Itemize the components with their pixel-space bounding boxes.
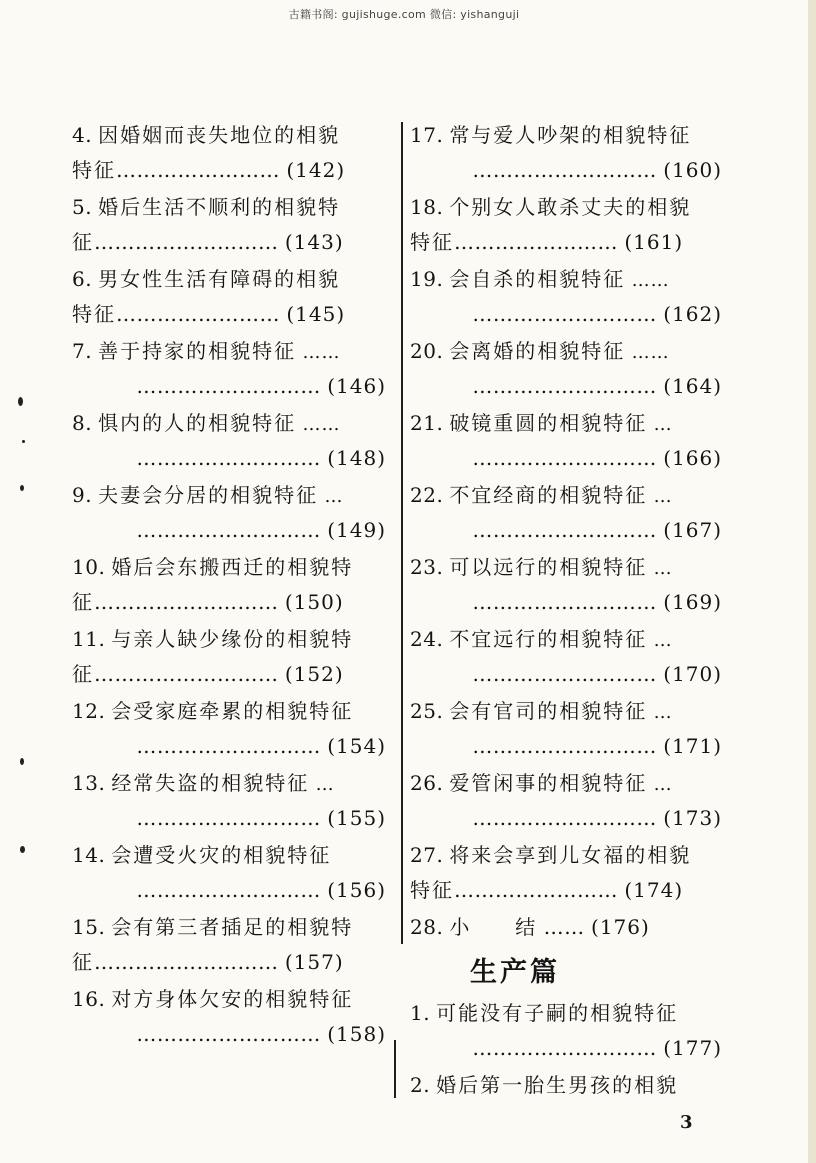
toc-entry xyxy=(410,118,728,190)
toc-entry-title: 会自杀的相貌特征 xyxy=(449,267,626,291)
toc-entry-number: 28. xyxy=(410,915,444,939)
toc-leader-dots: …………………… xyxy=(454,878,618,902)
toc-entry-line xyxy=(72,190,392,225)
toc-leader-dots: ……………………… xyxy=(472,1036,657,1060)
toc-entry-line xyxy=(72,838,392,873)
toc-leader-dots: ……………………… xyxy=(472,158,657,182)
toc-entry-title: 与亲人缺少缘份的相貌特 xyxy=(111,627,354,651)
toc-entry-number: 20. xyxy=(410,339,444,363)
toc-leader-dots: … xyxy=(324,486,344,507)
toc-entry-title: 会受家庭牵累的相貌特征 xyxy=(111,699,354,723)
toc-entry xyxy=(72,766,392,838)
toc-entry xyxy=(410,550,728,622)
toc-entry-line xyxy=(72,513,392,548)
toc-page-ref: (145) xyxy=(286,302,346,326)
toc-entry-line xyxy=(72,1017,392,1052)
toc-leader-dots: …… xyxy=(302,414,341,435)
toc-leader-dots: …… xyxy=(543,915,585,939)
toc-entry-line xyxy=(72,801,392,836)
toc-page-ref: (156) xyxy=(327,878,386,902)
toc-entry-title: 夫妻会分居的相貌特征 xyxy=(98,483,319,507)
toc-leader-dots: …… xyxy=(302,342,341,363)
toc-entry-line xyxy=(410,873,728,908)
toc-entry-number: 19. xyxy=(410,267,444,291)
toc-page-ref: (155) xyxy=(327,806,386,830)
toc-page-ref: (170) xyxy=(663,662,722,686)
toc-entry-title: 小 结 xyxy=(449,915,538,939)
toc-leader-dots: ……………………… xyxy=(136,806,321,830)
toc-entry-number: 8. xyxy=(72,411,93,435)
toc-entry-line xyxy=(410,1031,728,1066)
toc-entry-line xyxy=(410,225,728,260)
section-heading: 生产篇 xyxy=(470,957,560,988)
toc-entry-title: 婚后第一胎生男孩的相貌 xyxy=(436,1073,679,1097)
toc-leader-dots: ……………………… xyxy=(472,518,657,542)
toc-entry-number: 27. xyxy=(410,843,444,867)
toc-leader-dots: … xyxy=(653,774,673,795)
toc-entry-line xyxy=(410,585,728,620)
toc-leader-dots: ……………………… xyxy=(472,662,657,686)
toc-entry-line xyxy=(410,262,728,297)
toc-leader-dots: … xyxy=(653,558,673,579)
toc-page-ref: (162) xyxy=(663,302,722,326)
toc-entry-number: 16. xyxy=(72,987,106,1011)
toc-entry-title: 可能没有子嗣的相貌特征 xyxy=(436,1001,679,1025)
page-number: 3 xyxy=(680,1112,693,1133)
toc-entry-number: 4. xyxy=(72,123,93,147)
toc-leader-dots: ……………………… xyxy=(136,518,321,542)
toc-entry-line xyxy=(410,694,728,729)
toc-page-ref: (173) xyxy=(663,806,722,830)
toc-entry-line xyxy=(410,766,728,801)
toc-page-ref: (164) xyxy=(663,374,722,398)
toc-left-column xyxy=(72,118,392,1054)
toc-entry-title: 婚后会东搬西迁的相貌特 xyxy=(111,555,354,579)
toc-page-ref: (142) xyxy=(286,158,346,182)
toc-entry xyxy=(410,996,728,1068)
toc-entry xyxy=(410,694,728,766)
toc-entry xyxy=(72,334,392,406)
toc-entry-number: 21. xyxy=(410,411,444,435)
toc-entry-number: 18. xyxy=(410,195,444,219)
toc-page-ref: (171) xyxy=(663,734,722,758)
toc-page-ref: (160) xyxy=(663,158,722,182)
toc-page-ref: (177) xyxy=(663,1036,722,1060)
toc-entry-number: 2. xyxy=(410,1073,431,1097)
toc-entry-title-continued: 特征 xyxy=(72,158,116,182)
scan-speck xyxy=(22,440,25,443)
toc-page-ref: (154) xyxy=(327,734,386,758)
toc-entry-title-continued: 征 xyxy=(72,590,94,614)
toc-entry-line xyxy=(410,441,728,476)
toc-entry-line xyxy=(410,153,728,188)
toc-entry-number: 11. xyxy=(72,627,106,651)
toc-page-ref: (176) xyxy=(591,915,650,939)
toc-entry xyxy=(72,262,392,334)
toc-page-ref: (152) xyxy=(284,662,344,686)
toc-entry-line xyxy=(410,550,728,585)
toc-entry-line xyxy=(410,406,728,441)
toc-entry-line xyxy=(72,982,392,1017)
toc-entry-line xyxy=(410,838,728,873)
toc-page-ref: (149) xyxy=(327,518,386,542)
toc-entry xyxy=(410,838,728,910)
toc-page-ref: (157) xyxy=(284,950,344,974)
toc-entry-title: 不宜远行的相貌特征 xyxy=(449,627,648,651)
toc-right-column xyxy=(410,118,728,1108)
toc-entry xyxy=(72,910,392,982)
toc-leader-dots: …… xyxy=(631,270,670,291)
toc-entry xyxy=(72,838,392,910)
toc-entry xyxy=(410,910,728,950)
toc-leader-dots: ……………………… xyxy=(472,734,657,758)
toc-entry-number: 7. xyxy=(72,339,93,363)
scan-speck xyxy=(18,397,23,406)
toc-entry-line xyxy=(410,1068,728,1103)
toc-entry-title: 将来会享到儿女福的相貌 xyxy=(449,843,692,867)
toc-entry-line xyxy=(72,225,392,260)
toc-leader-dots: … xyxy=(653,630,673,651)
toc-entry-title: 会有官司的相貌特征 xyxy=(449,699,648,723)
toc-entry-line xyxy=(72,153,392,188)
scan-speck xyxy=(20,846,25,853)
toc-entry-title: 可以远行的相貌特征 xyxy=(449,555,648,579)
toc-entry-title: 会有第三者插足的相貌特 xyxy=(111,915,354,939)
toc-entry-line xyxy=(410,297,728,332)
toc-leader-dots: … xyxy=(653,414,673,435)
toc-entry-title: 对方身体欠安的相貌特征 xyxy=(111,987,354,1011)
toc-leader-dots: ……………………… xyxy=(472,446,657,470)
toc-entry-title-continued: 特征 xyxy=(410,230,454,254)
toc-leader-dots: ……………………… xyxy=(136,446,321,470)
toc-entry-number: 10. xyxy=(72,555,106,579)
toc-entry-line xyxy=(410,369,728,404)
toc-entry-line xyxy=(72,478,392,513)
toc-entry-number: 26. xyxy=(410,771,444,795)
toc-entry-line xyxy=(72,334,392,369)
toc-entry-line xyxy=(72,729,392,764)
toc-entry-number: 13. xyxy=(72,771,106,795)
toc-entry xyxy=(72,982,392,1054)
toc-entry xyxy=(410,622,728,694)
toc-entry-line xyxy=(410,729,728,764)
toc-entry xyxy=(410,478,728,550)
toc-leader-dots: ……………………… xyxy=(472,590,657,614)
toc-entry-title: 善于持家的相貌特征 xyxy=(98,339,297,363)
toc-entry-line xyxy=(72,297,392,332)
toc-entry xyxy=(72,118,392,190)
toc-entry-line xyxy=(72,945,392,980)
toc-entry-line xyxy=(72,406,392,441)
toc-entry-title: 会离婚的相貌特征 xyxy=(449,339,626,363)
toc-leader-dots: …………………… xyxy=(116,158,280,182)
toc-page-ref: (169) xyxy=(663,590,722,614)
toc-entry-line xyxy=(410,513,728,548)
column-divider-lower xyxy=(394,1040,396,1098)
toc-entry xyxy=(410,1068,728,1108)
toc-entry-title-continued: 特征 xyxy=(72,302,116,326)
toc-leader-dots: … xyxy=(315,774,335,795)
toc-entry-number: 5. xyxy=(72,195,93,219)
toc-entry-number: 15. xyxy=(72,915,106,939)
toc-entry-title: 因婚姻而丧失地位的相貌 xyxy=(98,123,341,147)
toc-leader-dots: ……………………… xyxy=(94,590,279,614)
toc-entry-title-continued: 征 xyxy=(72,662,94,686)
toc-entry-line xyxy=(410,996,728,1031)
toc-entry-title: 不宜经商的相貌特征 xyxy=(449,483,648,507)
toc-entry-number: 25. xyxy=(410,699,444,723)
toc-entry-line xyxy=(410,657,728,692)
scan-speck xyxy=(20,485,24,491)
toc-entry-number: 17. xyxy=(410,123,444,147)
toc-leader-dots: …… xyxy=(631,342,670,363)
toc-entry-title-continued: 征 xyxy=(72,950,94,974)
toc-entry-title: 破镜重圆的相貌特征 xyxy=(449,411,648,435)
toc-leader-dots: ……………………… xyxy=(136,734,321,758)
toc-leader-dots: … xyxy=(653,486,673,507)
toc-entry-title: 个别女人敢杀丈夫的相貌 xyxy=(449,195,692,219)
toc-entry-line xyxy=(72,694,392,729)
toc-entry-number: 22. xyxy=(410,483,444,507)
toc-entry-line xyxy=(72,262,392,297)
toc-entry-number: 24. xyxy=(410,627,444,651)
column-divider xyxy=(401,122,403,944)
toc-leader-dots: ……………………… xyxy=(136,878,321,902)
toc-entry-title: 男女性生活有障碍的相貌 xyxy=(98,267,341,291)
toc-leader-dots: …………………… xyxy=(116,302,280,326)
toc-page-ref: (167) xyxy=(663,518,722,542)
toc-entry xyxy=(410,190,728,262)
toc-leader-dots: ……………………… xyxy=(472,302,657,326)
toc-entry-number: 12. xyxy=(72,699,106,723)
toc-entry-line xyxy=(410,190,728,225)
toc-entry-line xyxy=(410,334,728,369)
toc-leader-dots: …………………… xyxy=(454,230,618,254)
toc-entry-title: 经常失盗的相貌特征 xyxy=(111,771,310,795)
toc-entry-number: 1. xyxy=(410,1001,431,1025)
toc-entry-line xyxy=(72,622,392,657)
scan-speck xyxy=(20,758,24,765)
toc-entry-title: 婚后生活不顺利的相貌特 xyxy=(98,195,341,219)
toc-page-ref: (166) xyxy=(663,446,722,470)
toc-page-ref: (161) xyxy=(624,230,684,254)
toc-leader-dots: … xyxy=(653,702,673,723)
toc-entry-line xyxy=(72,441,392,476)
toc-entry-number: 9. xyxy=(72,483,93,507)
toc-leader-dots: ……………………… xyxy=(472,806,657,830)
toc-entry-line xyxy=(72,657,392,692)
toc-entry-title-continued: 特征 xyxy=(410,878,454,902)
toc-page-ref: (158) xyxy=(327,1022,386,1046)
toc-entry-line xyxy=(410,622,728,657)
toc-entry xyxy=(72,406,392,478)
toc-entry-line xyxy=(410,478,728,513)
toc-entry-number: 14. xyxy=(72,843,106,867)
toc-entry xyxy=(72,478,392,550)
toc-entry-number: 23. xyxy=(410,555,444,579)
toc-page-ref: (146) xyxy=(327,374,386,398)
toc-entry-line xyxy=(72,766,392,801)
toc-leader-dots: ……………………… xyxy=(136,1022,321,1046)
toc-entry-line xyxy=(72,118,392,153)
toc-entry xyxy=(410,262,728,334)
toc-page-ref: (143) xyxy=(284,230,344,254)
toc-leader-dots: ……………………… xyxy=(94,662,279,686)
toc-entry xyxy=(72,550,392,622)
page-edge xyxy=(808,0,816,1163)
toc-leader-dots: ……………………… xyxy=(472,374,657,398)
toc-leader-dots: ……………………… xyxy=(94,950,279,974)
toc-leader-dots: ……………………… xyxy=(94,230,279,254)
toc-entry-line xyxy=(410,801,728,836)
toc-entry-title-continued: 征 xyxy=(72,230,94,254)
toc-page-ref: (148) xyxy=(327,446,386,470)
toc-entry-title: 会遭受火灾的相貌特征 xyxy=(111,843,332,867)
toc-entry xyxy=(72,694,392,766)
toc-entry-number: 6. xyxy=(72,267,93,291)
toc-entry-line xyxy=(410,910,728,945)
toc-entry-line xyxy=(72,873,392,908)
toc-entry xyxy=(410,406,728,478)
toc-entry-line xyxy=(410,118,728,153)
toc-entry-line xyxy=(72,585,392,620)
toc-entry xyxy=(72,622,392,694)
toc-entry xyxy=(410,334,728,406)
toc-entry xyxy=(410,766,728,838)
toc-entry-line xyxy=(72,369,392,404)
toc-entry-title: 爱管闲事的相貌特征 xyxy=(449,771,648,795)
toc-page-ref: (174) xyxy=(624,878,684,902)
watermark-header: 古籍书阁: gujishuge.com 微信: yishanguji xyxy=(288,8,520,21)
toc-entry-line xyxy=(72,550,392,585)
toc-entry-title: 常与爱人吵架的相貌特征 xyxy=(449,123,692,147)
toc-entry-title: 惧内的人的相貌特征 xyxy=(98,411,297,435)
toc-entry-line xyxy=(72,910,392,945)
toc-entry xyxy=(72,190,392,262)
toc-page-ref: (150) xyxy=(284,590,344,614)
toc-leader-dots: ……………………… xyxy=(136,374,321,398)
